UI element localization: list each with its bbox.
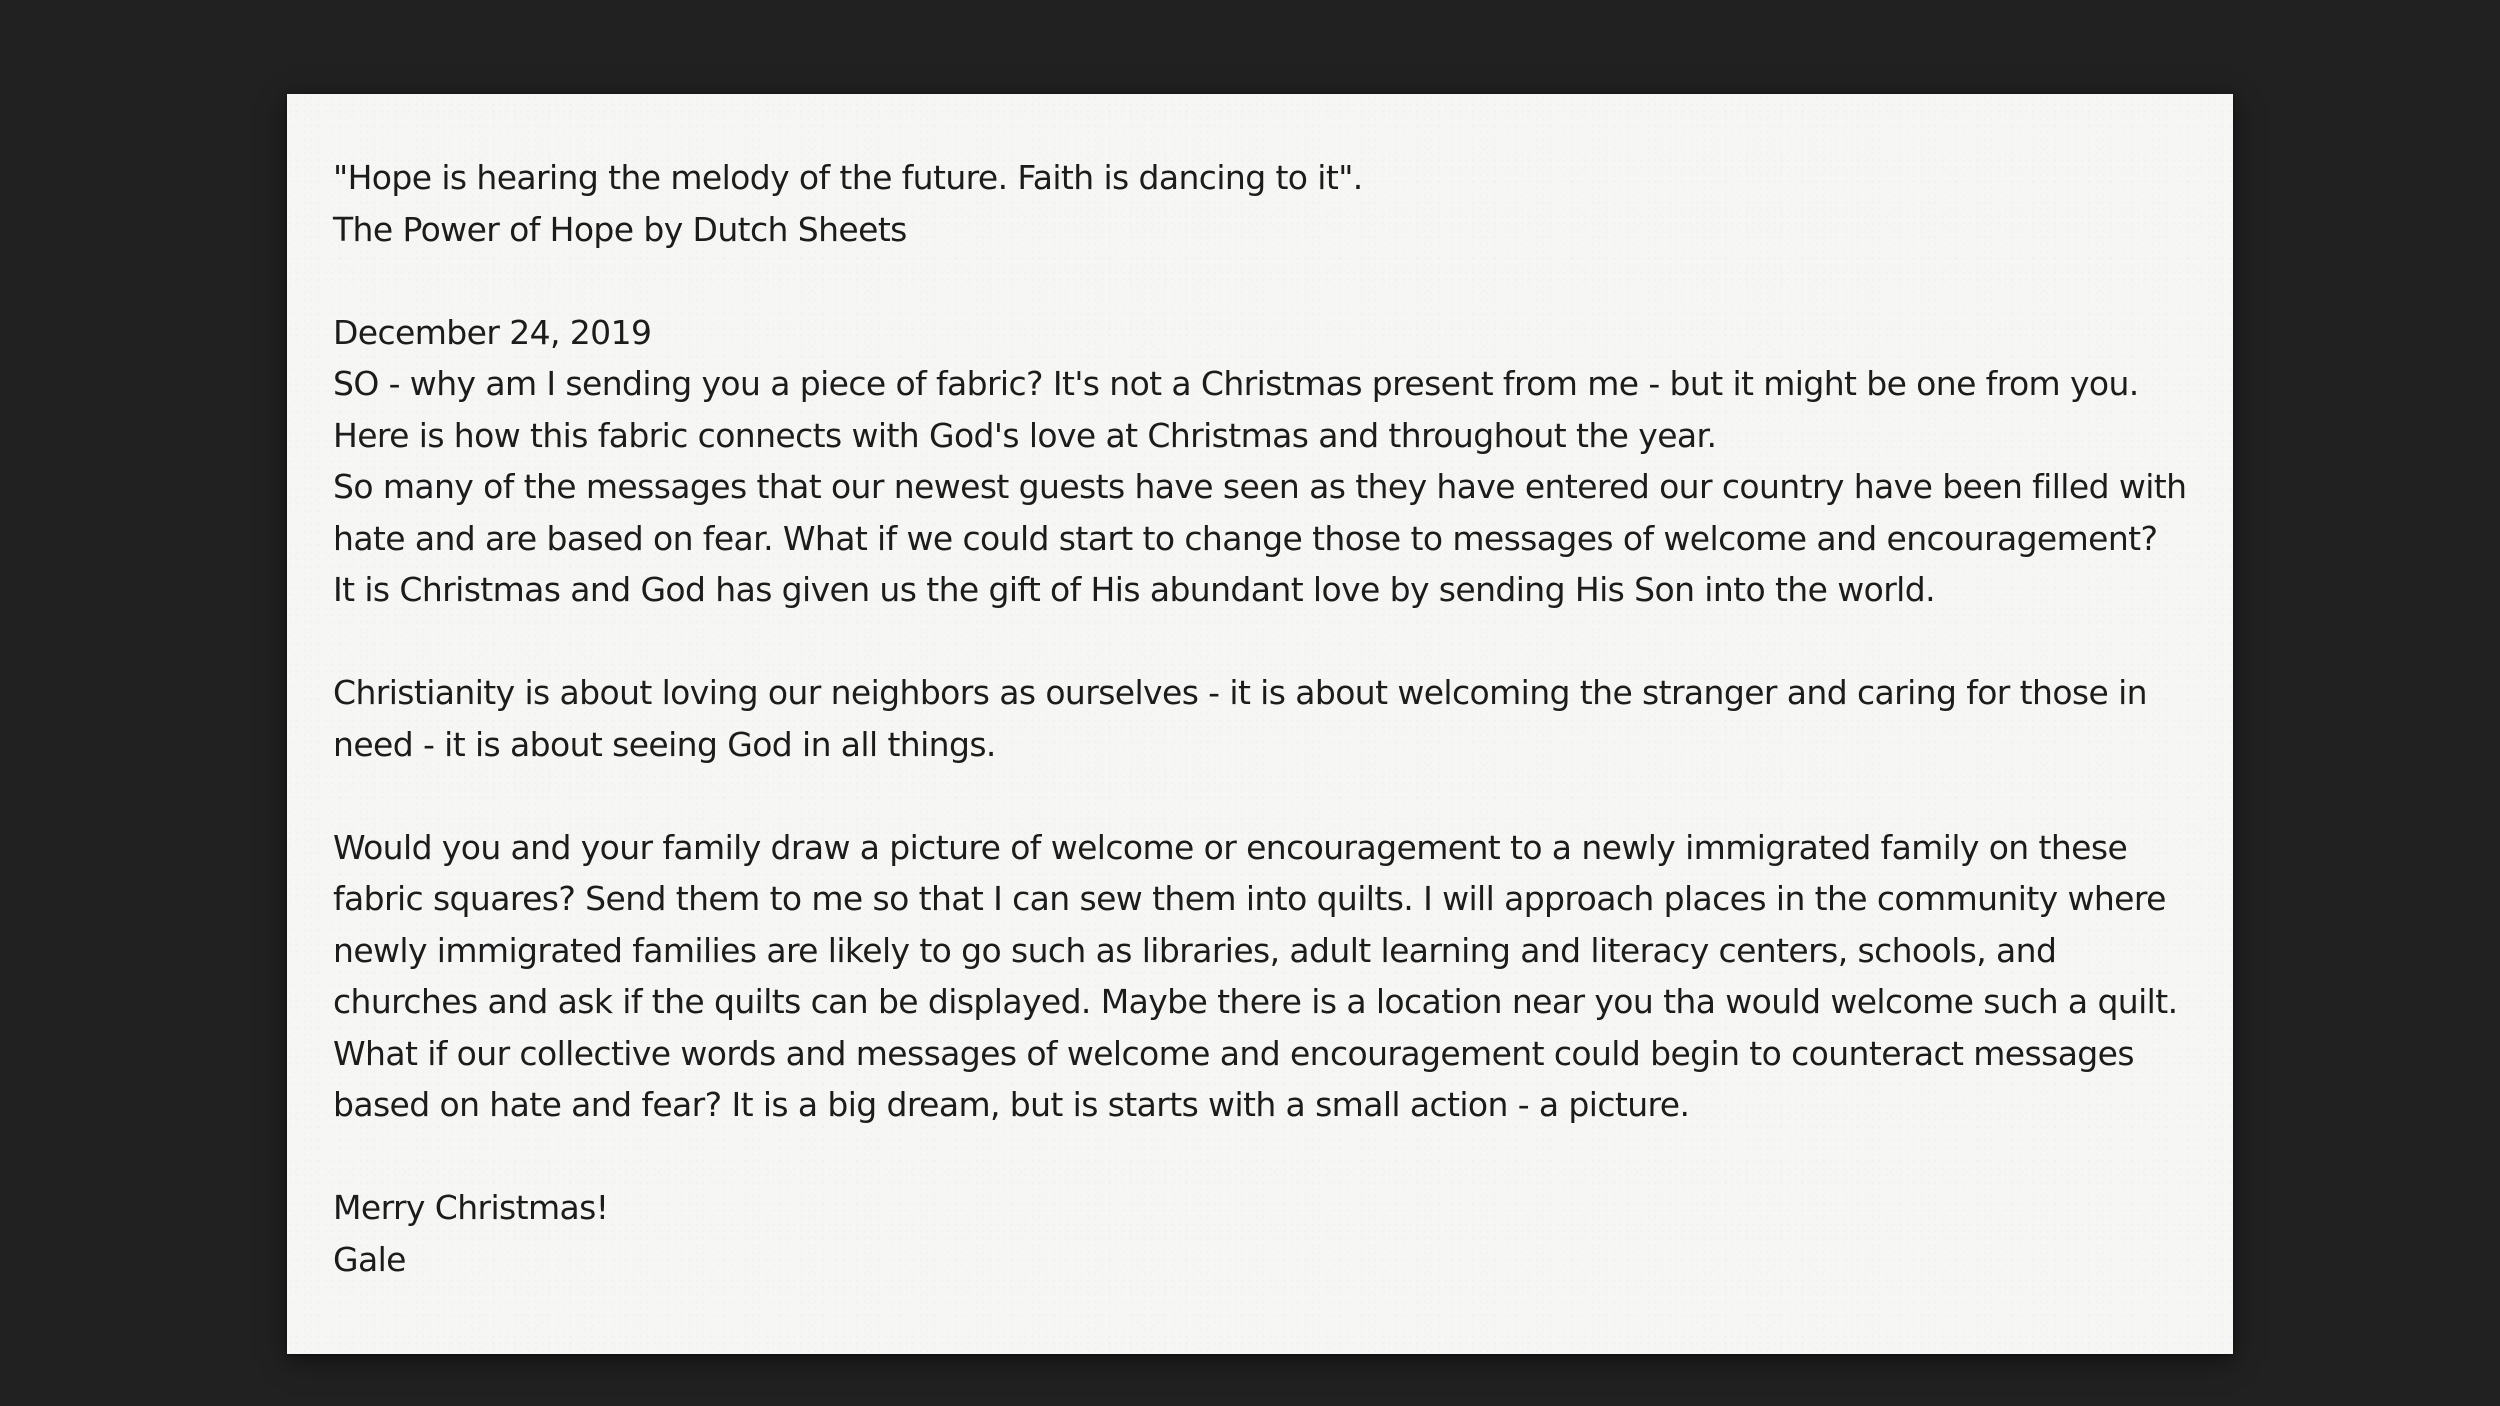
letter-body [333,152,2187,1285]
signature: Gale [333,1239,406,1279]
blank-line [333,1131,2187,1183]
quote-source: The Power of Hope by Dutch Sheets [333,209,907,249]
blank-line [333,770,2187,822]
paragraph-intro: SO - why am I sending you a piece of fabric? It's not a Christmas present from me - but it might be one from you. Here is how this fabric connects with God's love at Christmas and throughout the year. [333,364,2139,455]
blank-line [333,616,2187,668]
letter-date: December 24, 2019 [333,312,652,352]
paragraph-messages: So many of the messages that our newest guests have seen as they have entered our country have been filled with hate and are based on fear. What if we could start to change those to messages of welcome and encouragement? It is Christmas and God has given us the gift of His abundant love by sending His Son into the world. [333,467,2187,609]
letter-page [287,94,2233,1354]
paragraph-christianity: Christianity is about loving our neighbors as ourselves - it is about welcoming the stranger and caring for those in need - it is about seeing God in all things. [333,673,2147,764]
paragraph-request: Would you and your family draw a picture of welcome or encouragement to a newly immigrated family on these fabric squares? Send them to me so that I can sew them into quilts. I will approach places in the community where newly immigrated families are likely to go such as libraries, adult learning and literacy centers, schools, and churches and ask if the quilts can be displayed. Maybe there is a location near you tha would welcome such a quilt. What if our collective words and messages of welcome and encouragement could begin to counteract messages based on hate and fear? It is a big dream, but is starts with a small action - a picture. [333,827,2178,1124]
closing-greeting: Merry Christmas! [333,1188,609,1227]
quote-text: "Hope is hearing the melody of the future. Faith is dancing to it". [333,158,1363,197]
blank-line [333,255,2187,307]
